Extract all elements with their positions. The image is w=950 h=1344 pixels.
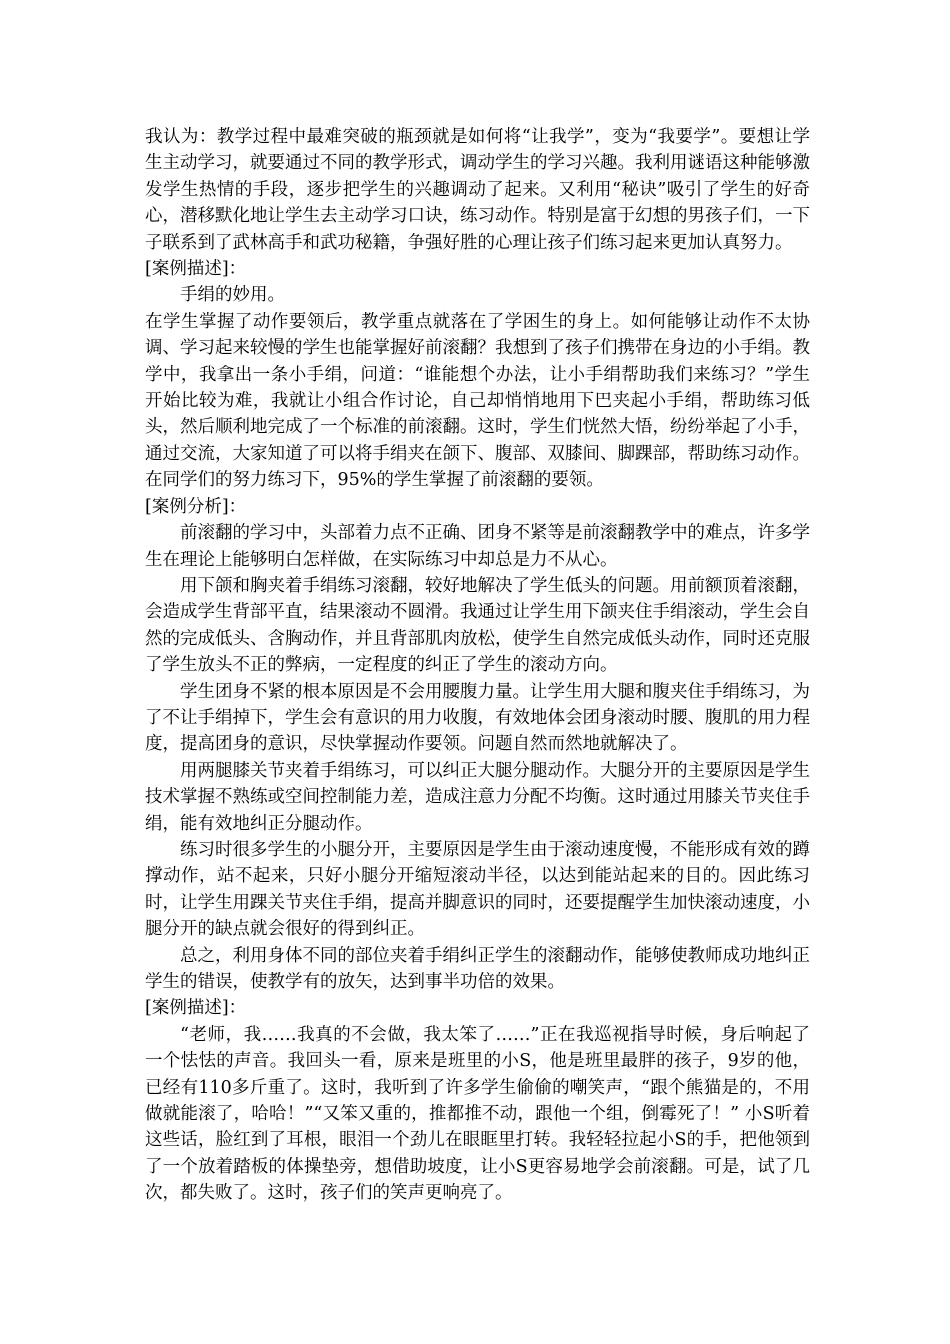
analysis-paragraph-4: 用两腿膝关节夹着手绢练习，可以纠正大腿分腿动作。大腿分开的主要原因是学生技术掌握不熟练或空间控制能力差，造成注意力分配不均衡。这时通过用膝关节夹住手绢，能有效地纠正分腿动作。 xyxy=(145,760,810,834)
analysis-paragraph-2: 用下颌和胸夹着手绢练习滚翻，较好地解决了学生低头的问题。用前额顶着滚翻，会造成学生背部平直，结果滚动不圆滑。我通过让学生用下颌夹住手绢滚动，学生会自然的完成低头、含胸动作，并且背部肌肉放松，使学生自然完成低头动作，同时还克服了学生放头不正的弊病，一定程度的纠正了学生的滚动方向。 xyxy=(145,575,810,676)
analysis-paragraph-3: 学生团身不紧的根本原因是不会用腰腹力量。让学生用大腿和腹夹住手绢练习，为了不让手绢掉下，学生会有意识的用力收腹，有效地体会团身滚动时腰、腹肌的用力程度，提高团身的意识，尽快掌握动作要领。问题自然而然地就解决了。 xyxy=(145,681,810,755)
case-description-paragraph: 在学生掌握了动作要领后，教学重点就落在了学困生的身上。如何能够让动作不太协调、学习起来较慢的学生也能掌握好前滚翻？我想到了孩子们携带在身边的小手绢。教学中，我拿出一条小手绢，问道：“谁能想个办法，让小手绢帮助我们来练习？”学生开始比较为难，我就让小组合作讨论，自己却悄悄地用下巴夹起小手绢，帮助练习低头，然后顺利地完成了一个标准的前滚翻。这时，学生们恍然大悟，纷纷举起了小手，通过交流，大家知道了可以将手绢夹在颌下、腹部、双膝间、脚踝部，帮助练习动作。在同学们的努力练习下，95%的学生掌握了前滚翻的要领。 xyxy=(145,311,810,491)
section-heading-case-description: [案例描述]： xyxy=(145,259,247,280)
analysis-paragraph-5: 练习时很多学生的小腿分开，主要原因是学生由于滚动速度慢，不能形成有效的蹲撑动作，站不起来，只好小腿分开缩短滚动半径，以达到能站起来的目的。因此练习时，让学生用踝关节夹住手绢，提高并脚意识的同时，还要提醒学生加快滚动速度，小腿分开的缺点就会很好的得到纠正。 xyxy=(145,839,810,940)
section-heading-case-analysis: [案例分析]： xyxy=(145,496,247,517)
subheading-handkerchief: 手绢的妙用。 xyxy=(180,285,285,306)
section-heading-case-description-2: [案例描述]： xyxy=(145,998,247,1019)
document-page xyxy=(145,124,810,1207)
intro-paragraph: 我认为：教学过程中最难突破的瓶颈就是如何将“让我学”，变为“我要学”。要想让学生主动学习，就要通过不同的教学形式，调动学生的学习兴趣。我利用谜语这种能够激发学生热情的手段，逐步把学生的兴趣调动了起来。又利用“秘诀”吸引了学生的好奇心，潜移默化地让学生去主动学习口诀，练习动作。特别是富于幻想的男孩子们，一下子联系到了武林高手和武功秘籍，争强好胜的心理让孩子们练习起来更加认真努力。 xyxy=(145,127,810,253)
analysis-paragraph-1: 前滚翻的学习中，头部着力点不正确、团身不紧等是前滚翻教学中的难点，许多学生在理论上能够明白怎样做，在实际练习中却总是力不从心。 xyxy=(145,523,810,570)
story-paragraph: “老师，我……我真的不会做，我太笨了……”正在我巡视指导时候，身后响起了一个怯怯的声音。我回头一看，原来是班里的小S，他是班里最胖的孩子，9岁的他，已经有110多斤重了。这时，我听到了许多学生偷偷的嘲笑声，“跟个熊猫是的，不用做就能滚了，哈哈！”“又笨又重的，推都推不动，跟他一个组，倒霉死了！” 小S听着这些话，脸红到了耳根，眼泪一个劲儿在眼眶里打转。我轻轻拉起小S的手，把他领到了一个放着踏板的体操垫旁，想借助坡度，让小S更容易地学会前滚翻。可是，试了几次，都失败了。这时，孩子们的笑声更响亮了。 xyxy=(145,1024,810,1204)
analysis-summary-paragraph: 总之，利用身体不同的部位夹着手绢纠正学生的滚翻动作，能够使教师成功地纠正学生的错误，使教学有的放矢，达到事半功倍的效果。 xyxy=(145,945,810,992)
